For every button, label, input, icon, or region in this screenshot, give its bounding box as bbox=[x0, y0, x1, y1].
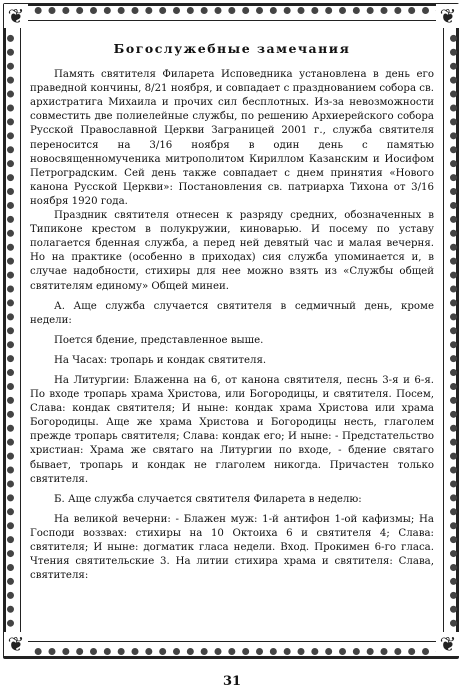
page-number: 31 bbox=[222, 674, 242, 689]
page-content bbox=[30, 42, 434, 583]
paragraph: На Часах: тропарь и кондак святителя. bbox=[54, 354, 267, 366]
section-heading: А. Аще служба случается святителя в седмичный день, кроме недели: bbox=[30, 300, 434, 326]
paragraph: Поется бдение, представленное выше. bbox=[54, 334, 264, 346]
corner-ornament-icon: ❦ bbox=[4, 632, 28, 656]
corner-ornament-icon: ❦ bbox=[436, 632, 460, 656]
paragraph: Память святителя Филарета Исповедника установлена в день его праведной кончины, 8/21 ноября, и совпадает с празднованием собора св. архистратига Михаила и прочих сил бесплотных. Из-за невозможности совместить две полиелейные службы, по решению Архиерейского собора Русской Православной Церкви Заграницей 2001 г., служба святителя переносится на 3/16 ноября в один день с памятью новосвященномученика митрополитом Кириллом Казанским и Иосифом Петроградским. Сей день также совпадает с днем принятия «Нового канона Русской Церкви»: Постановления св. патриарха Тихона от 3/16 ноября 1920 года. bbox=[30, 69, 434, 207]
paragraph: На Литургии: Блаженна на 6, от канона святителя, песнь 3-я и 6-я. По входе тропарь храма Христова, или Богородицы, и святителя. Посем, Слава: кондак святителя; И ныне: кондак храма Христова или храма Богородицы. Аще же храма Христова и Богородицы несть, глаголем прежде тропарь святителя; Слава: кондак его; И ныне: - Предстательство христиан: Храма же святаго на Литургии по входе, - бдение святаго бывает, тропарь и кондак не глаголем никогда. Причастен только святителя. bbox=[30, 374, 434, 485]
paragraph: На великой вечерни: - Блажен муж: 1-й антифон 1-ой кафизмы; На Господи воззвах: стихиры на 10 Октоиха 6 и святителя 4; Слава: святителя; И ныне: догматик гласа недели. Вход. Прокимен 6-го гласа. Чтения святительские 3. На литии стихира храма и святителя: Слава, святителя: bbox=[30, 513, 434, 582]
paragraph: Праздник святителя отнесен к разряду средних, обозначенных в Типиконе крестом в полукружии, киноварью. И посему по уставу полагается бденная служба, а перед ней девятый час и малая вечерня. Но на практике (особенно в приходах) сия служба упоминается и, в случае надобности, стихиры для нее можно взять из «Службы общей святителям единому» Общей минеи. bbox=[30, 210, 434, 292]
section-heading: Б. Аще служба случается святителя Филарета в неделю: bbox=[54, 493, 362, 505]
page-title: Богослужебные замечания bbox=[113, 41, 351, 56]
corner-ornament-icon: ❦ bbox=[436, 4, 460, 28]
corner-ornament-icon: ❦ bbox=[4, 4, 28, 28]
